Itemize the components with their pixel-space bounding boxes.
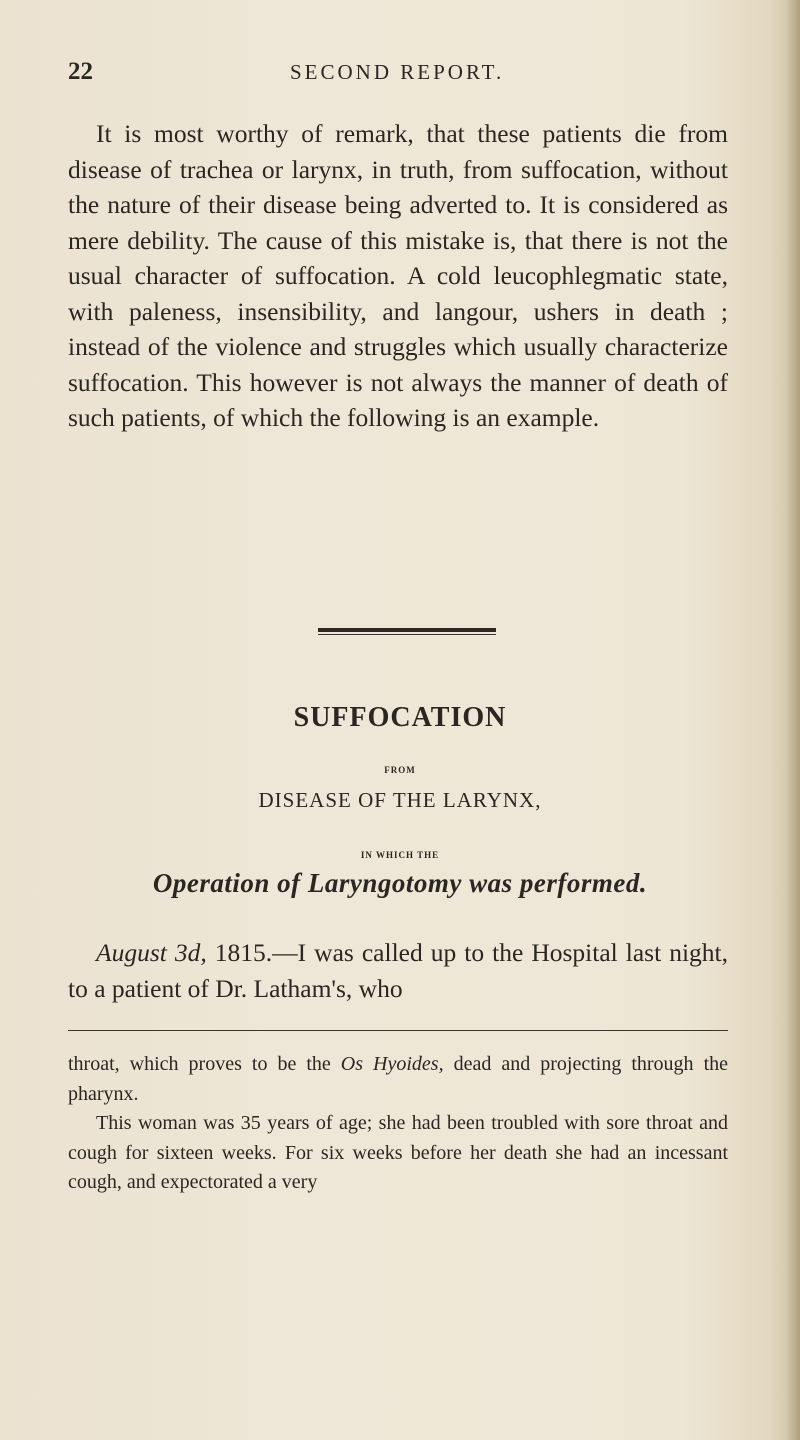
page-number: 22 — [68, 58, 93, 85]
footnote-paragraph-1 — [68, 1050, 728, 1109]
section-divider — [318, 628, 496, 632]
footnote-rule — [68, 1030, 728, 1031]
footnote-paragraph-2: This woman was 35 years of age; she had been troubled with sore throat and cough for sixteen weeks. For six weeks before her death she had an incessant cough, and expectorated a very — [68, 1112, 728, 1193]
footnote-italic-term: Os Hyoides, — [340, 1053, 444, 1075]
section-title-in-which: IN WHICH THE — [360, 850, 440, 860]
body-paragraph: It is most worthy of remark, that these patients die from disease of trachea or larynx, in truth, from suffocation, without the nature of their disease being adverted to. It is considered as mere debility. The cause of this mistake is, that there is not the usual character of suffocation. A cold leucophlegmatic state, with paleness, insensibility, and langour, ushers in death ; instead of the violence and struggles which usually characterize suffocation. This however is not always the manner of death of such patients, of which the following is an example. — [68, 119, 728, 432]
case-paragraph — [68, 935, 728, 1006]
footnote — [68, 1050, 728, 1198]
section-title-from: FROM — [384, 765, 416, 775]
footnote-text-cont: dead and projecting through the pharynx. — [68, 1053, 729, 1105]
section-subtitle: DISEASE OF THE LARYNX, — [258, 788, 542, 812]
page-header — [68, 58, 728, 92]
section-divider-thin — [318, 634, 496, 635]
case-date: August 3d, — [96, 938, 207, 967]
section-title-operation: Operation of Laryngotomy was performed. — [152, 868, 648, 898]
case-text: 1815.—I was called up to the Hospital last night, to a patient of Dr. Latham's, who — [68, 938, 728, 1003]
running-head: SECOND REPORT. — [290, 60, 505, 84]
section-title: SUFFOCATION — [293, 702, 507, 733]
footnote-text: throat, which proves to be the — [68, 1053, 341, 1075]
